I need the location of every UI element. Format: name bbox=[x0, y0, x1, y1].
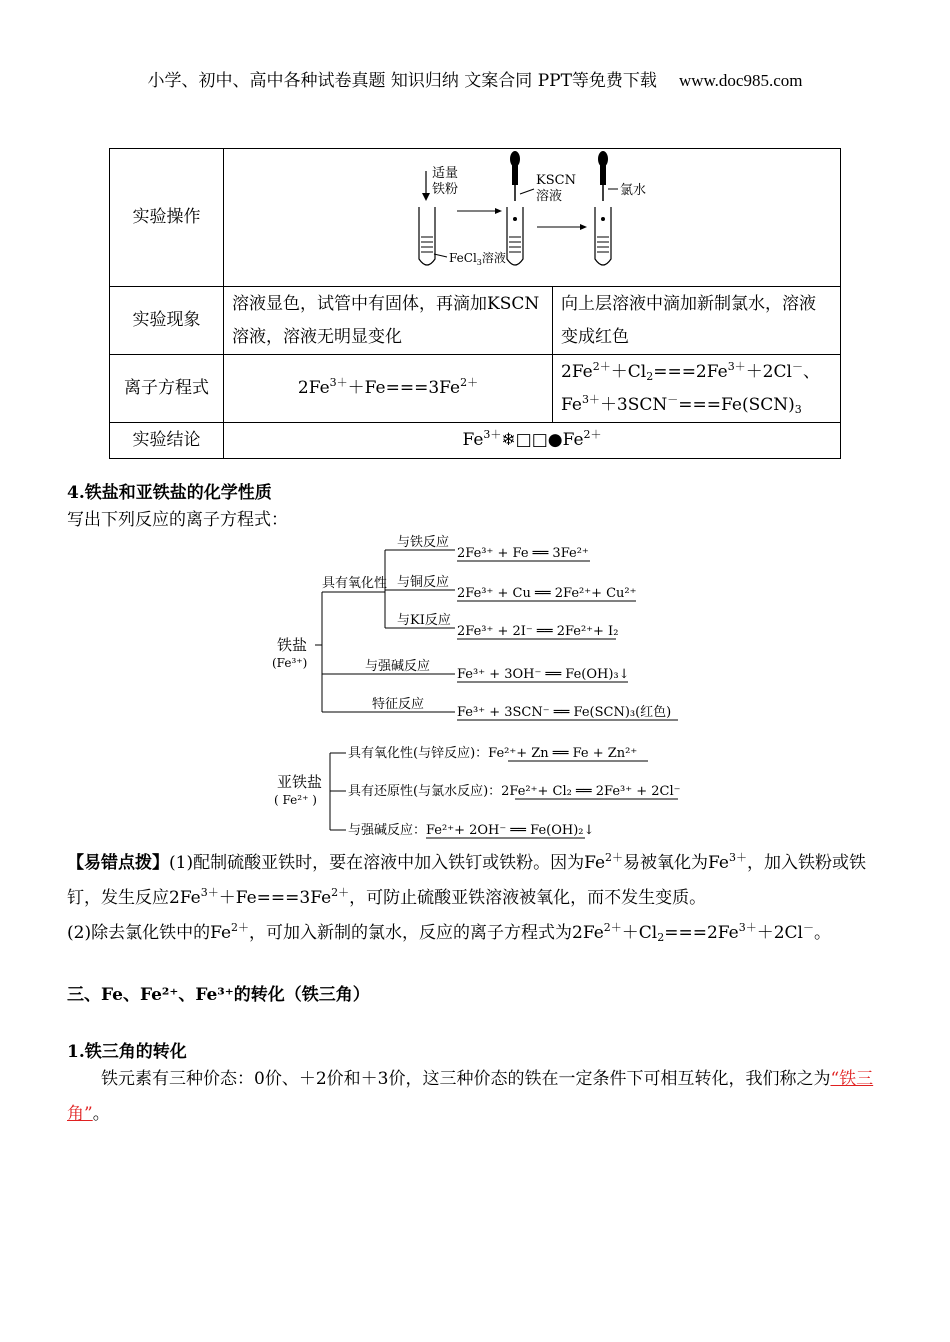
tree2-l1: 具有氧化性(与锌反应)：Fe²⁺+ Zn ══ Fe + Zn²⁺ bbox=[348, 746, 638, 761]
tree2-root: 亚铁盐 bbox=[277, 773, 323, 791]
phen-left: 溶液显色，试管中有固体，再滴加KSCN溶液，溶液无明显变化 bbox=[224, 287, 553, 355]
op-label: 实验操作 bbox=[110, 149, 224, 287]
subsection-1-title: 1.铁三角的转化 bbox=[67, 1042, 187, 1062]
section-4-intro: 写出下列反应的离子方程式： bbox=[67, 510, 288, 530]
tree1-root-sub: (Fe³⁺) bbox=[272, 656, 308, 670]
ferrous-salt-tree bbox=[260, 735, 700, 840]
section-3-title: 三、Fe、Fe²⁺、Fe³⁺的转化（铁三角） bbox=[67, 985, 370, 1005]
kscn-label: KSCN bbox=[536, 173, 576, 188]
chlorine-water-label: 氯水 bbox=[620, 183, 647, 198]
test-tube-3 bbox=[595, 207, 611, 265]
tree1-e5: Fe³⁺ + 3SCN⁻ ══ Fe(SCN)₃(红色) bbox=[457, 705, 672, 720]
note-paragraph-2: (2)除去氯化铁中的$Fe^{2+}$，可加入新制的氯水，反应的离子方程式为$2Fe^{2+}+Cl_2===2Fe^{3+}+2Cl^-$。 bbox=[67, 921, 831, 944]
header-url[interactable]: www.doc985.com bbox=[678, 71, 803, 90]
tree1-b1: 与铁反应 bbox=[397, 535, 450, 550]
tree2-root-sub: ( Fe²⁺ ) bbox=[274, 793, 317, 807]
kscn-label-2: 溶液 bbox=[536, 189, 563, 204]
conc-value: $Fe^{3+}❄□□●Fe^{2+}$ bbox=[224, 423, 841, 459]
fe-powder-label: 适量 bbox=[432, 166, 459, 181]
tree1-oxid: 具有氧化性 bbox=[322, 576, 388, 591]
ion-label: 离子方程式 bbox=[110, 355, 224, 423]
op-diagram-cell bbox=[224, 149, 841, 287]
fe-powder-label-2: 铁粉 bbox=[432, 182, 459, 197]
tree1-e4: Fe³⁺ + 3OH⁻ ══ Fe(OH)₃↓ bbox=[457, 667, 630, 682]
tree1-root: 铁盐 bbox=[277, 636, 308, 654]
experiment-diagram bbox=[232, 149, 832, 274]
iron-salt-tree bbox=[260, 530, 700, 730]
tree2-l3: 与强碱反应：Fe²⁺+ 2OH⁻ ══ Fe(OH)₂↓ bbox=[348, 823, 595, 838]
tree1-b4: 与强碱反应 bbox=[365, 659, 431, 674]
tree1-e1: 2Fe³⁺ + Fe ══ 3Fe²⁺ bbox=[457, 546, 589, 561]
test-tube-1 bbox=[419, 207, 435, 265]
tree1-e2: 2Fe³⁺ + Cu ══ 2Fe²⁺+ Cu²⁺ bbox=[457, 586, 637, 601]
tree1-b3: 与KI反应 bbox=[397, 613, 451, 628]
tree1-b2: 与铜反应 bbox=[397, 575, 450, 590]
tree1-e3: 2Fe³⁺ + 2I⁻ ══ 2Fe²⁺+ I₂ bbox=[457, 624, 619, 639]
header-text: 小学、初中、高中各种试卷真题 知识归纳 文案合同 PPT等免费下载 bbox=[147, 71, 657, 91]
conc-label: 实验结论 bbox=[110, 423, 224, 459]
page-header bbox=[0, 66, 950, 91]
ion-eq-right: $2Fe^{2+}+Cl_2===2Fe^{3+}+2Cl^-$、 $Fe^{3+}+3SCN^-===Fe(SCN)_3$ bbox=[553, 355, 841, 423]
test-tube-2 bbox=[507, 207, 523, 265]
tree1-b5: 特征反应 bbox=[372, 697, 425, 712]
phen-right: 向上层溶液中滴加新制氯水，溶液变成红色 bbox=[553, 287, 841, 355]
note-label: 【易错点拨】 bbox=[67, 853, 169, 873]
fecl3-label: FeCl$_3$溶液 bbox=[449, 251, 506, 267]
note-paragraph-1: 【易错点拨】(1)配制硫酸亚铁时，要在溶液中加入铁钉或铁粉。因为$Fe^{2+}$易被氧化为$Fe^{3+}$，加入铁粉或铁钉，发生反应$2Fe^{3+}+Fe===3Fe^{2+}$，可防止硫酸亚铁溶液被氧化，而不发生变质。 bbox=[67, 851, 866, 908]
ion-eq-left: $2Fe^{3+}+Fe===3Fe^{2+}$ bbox=[224, 355, 553, 423]
iron-triangle-term: “铁三角” bbox=[67, 1069, 874, 1124]
experiment-table bbox=[109, 148, 841, 459]
phen-label: 实验现象 bbox=[110, 287, 224, 355]
section-4-title: 4.铁盐和亚铁盐的化学性质 bbox=[67, 483, 272, 503]
tree2-l2: 具有还原性(与氯水反应)：2Fe²⁺+ Cl₂ ══ 2Fe³⁺ + 2Cl⁻ bbox=[348, 784, 681, 799]
subsection-1-text: 铁元素有三种价态：0价、＋2价和＋3价，这三种价态的铁在一定条件下可相互转化，我们称之为“铁三角”。 bbox=[67, 1069, 874, 1124]
